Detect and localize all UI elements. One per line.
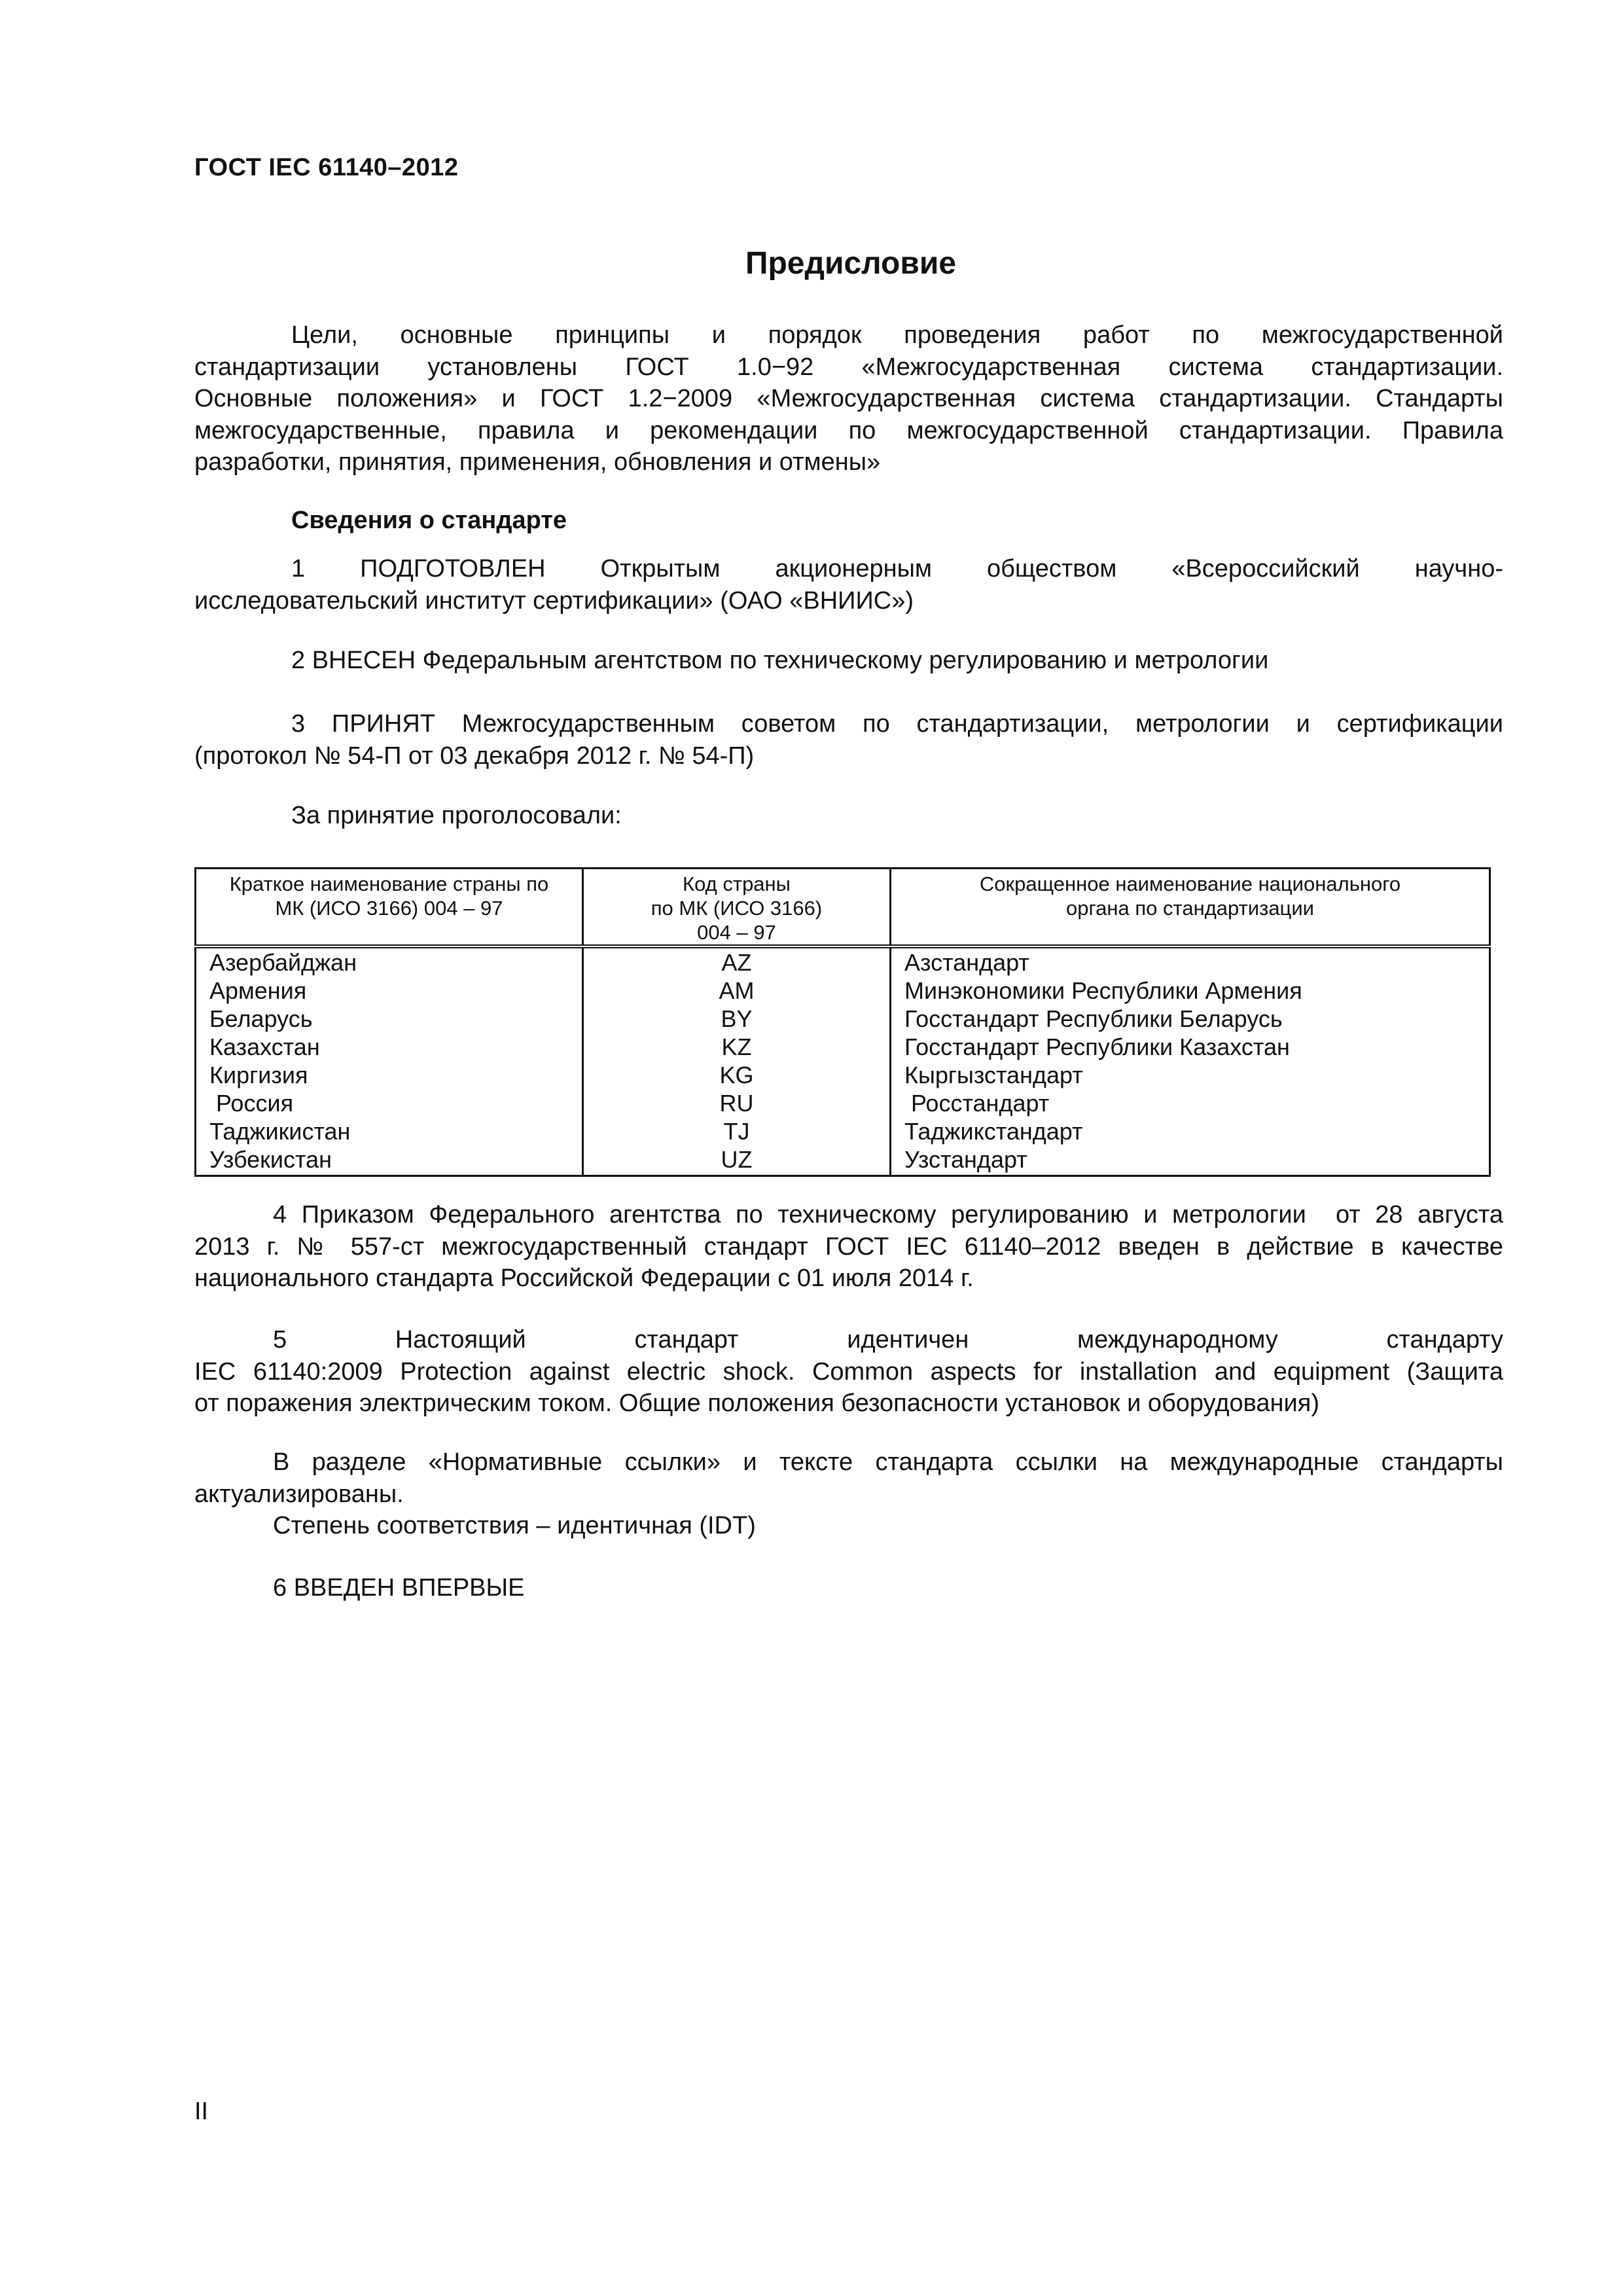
- body-cell: Госстандарт Республики Казахстан: [891, 1033, 1490, 1061]
- country-cell: Армения: [196, 977, 583, 1005]
- intro-line-5: разработки, принятия, применения, обновления и отмены»: [194, 448, 881, 476]
- header-body: Сокращенное наименование национального органа по стандартизации: [891, 869, 1490, 947]
- code-cell: UZ: [583, 1145, 891, 1176]
- code-cell: AM: [583, 977, 891, 1005]
- country-cell: Киргизия: [196, 1061, 583, 1089]
- header-code: Код страны по МК (ИСО 3166) 004 – 97: [583, 869, 891, 947]
- header-country: Краткое наименование страны по МК (ИСО 3166) 004 – 97: [196, 869, 583, 947]
- table-row: [196, 1145, 1490, 1176]
- section-heading: Сведения о стандарте: [291, 507, 567, 534]
- country-cell: Беларусь: [196, 1005, 583, 1033]
- normative-refs-line-2: актуализированы.: [194, 1480, 404, 1508]
- code-cell: KZ: [583, 1033, 891, 1061]
- country-cell: Таджикистан: [196, 1117, 583, 1145]
- code-cell: KG: [583, 1061, 891, 1089]
- normative-refs-line-1: В разделе «Нормативные ссылки» и тексте стандарта ссылки на международные стандарты: [273, 1448, 1503, 1476]
- voting-table: [194, 867, 1491, 1177]
- item-3-line-1: 3 ПРИНЯТ Межгосударственным советом по стандартизации, метрологии и сертификации: [291, 710, 1503, 738]
- document-code: ГОСТ IEC 61140–2012: [194, 154, 459, 181]
- body-cell: Росстандарт: [891, 1089, 1490, 1117]
- intro-line-2: стандартизации установлены ГОСТ 1.0−92 «Межгосударственная система стандартизации.: [194, 353, 1503, 381]
- item-6-paragraph: 6 ВВЕДЕН ВПЕРВЫЕ: [273, 1574, 525, 1602]
- body-cell: Азстандарт: [891, 946, 1490, 977]
- item-1-paragraph: [194, 553, 1503, 617]
- conformity-line: Степень соответствия – идентичная (IDT): [273, 1512, 756, 1539]
- body-cell: Госстандарт Республики Беларусь: [891, 1005, 1490, 1033]
- country-cell: Казахстан: [196, 1033, 583, 1061]
- intro-paragraph: [194, 319, 1503, 478]
- item-5-paragraph: [194, 1324, 1503, 1420]
- country-cell: Узбекистан: [196, 1145, 583, 1176]
- item-5-line-3: от поражения электрическим током. Общие положения безопасности установок и оборудования): [194, 1390, 1319, 1417]
- table-row: [196, 946, 1490, 977]
- code-cell: AZ: [583, 946, 891, 977]
- body-cell: Узстандарт: [891, 1145, 1490, 1176]
- table-row: [196, 977, 1490, 1005]
- table-header-row: [196, 869, 1490, 947]
- body-cell: Кыргызстандарт: [891, 1061, 1490, 1089]
- item-2-paragraph: 2 ВНЕСЕН Федеральным агентством по техническому регулированию и метрологии: [291, 647, 1269, 674]
- code-cell: BY: [583, 1005, 891, 1033]
- intro-line-1: Цели, основные принципы и порядок проведения работ по межгосударственной: [291, 321, 1503, 349]
- item-5-line-2: IEC 61140:2009 Protection against electric shock. Common aspects for installation and equipment (Защита: [194, 1357, 1503, 1386]
- normative-refs-paragraph: [194, 1446, 1503, 1542]
- page-number: II: [194, 2098, 209, 2125]
- page-title: Предисловие: [745, 246, 957, 281]
- item-4-line-2: 2013 г. № 557-ст межгосударственный стандарт ГОСТ IEC 61140–2012 введен в действие в качестве: [194, 1232, 1503, 1261]
- item-5-line-1: 5 Настоящий стандарт идентичен международному стандарту: [273, 1326, 1503, 1354]
- item-1-line-1: 1 ПОДГОТОВЛЕН Открытым акционерным обществом «Всероссийский научно-: [291, 555, 1503, 583]
- table-row: [196, 1033, 1490, 1061]
- country-cell: Азербайджан: [196, 946, 583, 977]
- item-4-line-3: национального стандарта Российской Федерации с 01 июля 2014 г.: [194, 1265, 974, 1292]
- body-cell: Таджикстандарт: [891, 1117, 1490, 1145]
- item-4-line-1: 4 Приказом Федерального агентства по техническому регулированию и метрологии от 28 августа: [273, 1201, 1503, 1229]
- table-row: [196, 1089, 1490, 1117]
- item-3-paragraph: [194, 708, 1503, 772]
- item-3-line-2: (протокол № 54-П от 03 декабря 2012 г. № 54-П): [194, 742, 755, 770]
- intro-line-4: межгосударственные, правила и рекомендации по межгосударственной стандартизации. Правила: [194, 416, 1503, 444]
- code-cell: TJ: [583, 1117, 891, 1145]
- voted-label: За принятие проголосовали:: [291, 802, 622, 829]
- country-cell: Россия: [196, 1089, 583, 1117]
- item-4-paragraph: [194, 1199, 1503, 1295]
- item-1-line-2: исследовательский институт сертификации» (ОАО «ВНИИС»): [194, 586, 914, 615]
- table-row: [196, 1117, 1490, 1145]
- table-row: [196, 1061, 1490, 1089]
- table-row: [196, 1005, 1490, 1033]
- code-cell: RU: [583, 1089, 891, 1117]
- intro-line-3: Основные положения» и ГОСТ 1.2−2009 «Межгосударственная система стандартизации. Стандарты: [194, 385, 1503, 412]
- body-cell: Минэкономики Республики Армения: [891, 977, 1490, 1005]
